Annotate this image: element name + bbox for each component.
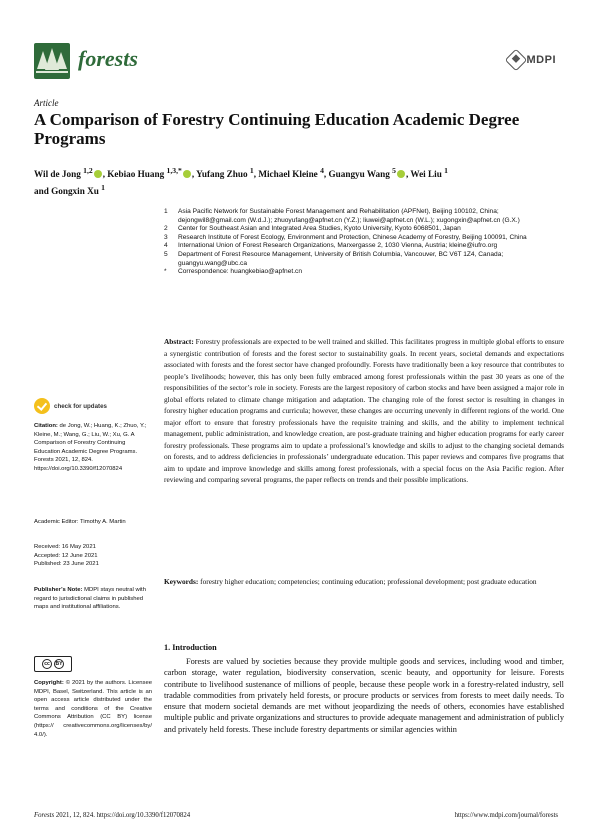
keywords [164,576,564,588]
affiliation-item: 4 International Union of Forest Research Organizations, Marxergasse 2, 1030 Vienna, Austria; kleine@iufro.org [164,242,498,250]
keywords-text: forestry higher education; competencies; continuing education; professional development; post graduate education [200,577,537,586]
keywords-label: Keywords: [164,577,199,586]
author[interactable]: Guangyu Wang $^5$ [328,169,406,179]
published-date: Published: 23 June 2021 [34,561,99,568]
cc-license-badge[interactable] [34,656,152,672]
mdpi-icon [504,49,527,72]
publisher-logo[interactable] [508,52,557,68]
article-type: Article [34,98,59,108]
journal-name[interactable]: forests [78,46,138,71]
orcid-icon[interactable] [183,170,191,178]
author[interactable]: Michael Kleine $^4$ [258,166,324,180]
copyright-notice: Copyright: © 2021 by the authors. Licensee MDPI, Basel, Switzerland. This article is an open access article distributed under the terms and conditions of the Creative Commons Attribution (CC BY) license (https:// creativecommons.org/licenses/by/ 4.0/). [34,680,152,738]
footer-citation: Forests 2021, 12, 824. https://doi.org/10.3390/f12070824 [34,812,191,819]
journal-logo [34,43,70,79]
academic-editor: Academic Editor: Timothy A. Martin [34,519,126,525]
orcid-icon[interactable] [94,170,102,178]
author[interactable]: Yufang Zhuo $^1$ [196,166,254,180]
author-list: Wil de Jong $^{1,2}$ , Kebiao Huang $^{1,3,*}$ , Yufang Zhuo $^1$, Michael Kleine $^4$, Guangyu Wang $^5$ , Wei Liu $^1$ and Gongxin Xu $^1$ [34,166,448,197]
footer-url[interactable]: https://www.mdpi.com/journal/forests [454,812,558,819]
cc-by-icon: cc BY [34,656,72,672]
publisher-note: Publisher’s Note: MDPI stays neutral with regard to jurisdictional claims in published maps and institutional affiliations. [34,587,146,611]
intro-paragraph: Forests are valued by societies because they provide multiple goods and services, including wood and timber, carbon storage, water regulation, biodiversity conservation, scenic beauty, and opportunity for leisure. Forests contribute to livelihood sustenance of millions of people, because these people work in a forestry-related industry, sell tradable commodities from privately held forests, or procure products or services from forests to meet daily needs. To ensure that modern societal demands are met without jeopardizing the needs of others, economies have established multiple public and private organizations and structures to provide adequate management and administration of publicly and privately held forests. These include forestry departments or similar agencies within [164,657,564,734]
received-date: Received: 16 May 2021 [34,544,96,550]
section-heading: 1. Introduction [164,643,217,652]
affiliations [164,208,564,277]
author[interactable]: and Gongxin Xu $^1$ [34,183,105,197]
tree-icon [34,43,70,79]
check-updates-icon [34,398,50,414]
author[interactable]: Wei Liu $^1$ [410,166,448,180]
citation-block: Citation: de Jong, W.; Huang, K.; Zhuo, Y.; Kleine, M.; Wang, G.; Liu, W.; Xu, G. A Comparison of Forestry Continuing Education Academic Degree Programs. Forests 2021, 12, 824. https://doi.org/10.3390/f12070824 [34,423,147,472]
publisher-name: MDPI [526,54,556,66]
paper-title: A Comparison of Forestry Continuing Education Academic Degree Programs [34,110,520,148]
affiliation-item: 2 Center for Southeast Asian and Integrated Area Studies, Kyoto University, Kyoto 6068501, Japan [164,225,461,233]
author[interactable]: Wil de Jong $^{1,2}$ [34,169,103,179]
affiliation-item: 3 Research Institute of Forest Ecology, Environment and Protection, Chinese Academy of Forestry, Beijing 100091, China [164,233,527,241]
correspondence: * Correspondence: huangkebiao@apfnet.cn [164,268,303,276]
check-for-updates[interactable] [34,398,152,414]
abstract-text: Forestry professionals are expected to be well trained and skilled. This facilitates progress in multiple global efforts to ensure a synergistic contribution of forests and the forest sector to sustainability goals. In recent years, societal demands and expectations associated with forests and the forest sector have changed profoundly. Forests have traditionally been a key resource that contributes to people’s livelihoods; however, this has only been fully embraced among forest professionals within the past 30 years as one of the responsibilities of the sector’s role in society. Forests are the largest repository of carbon stocks and have been assigned a major role in global efforts related to climate change mitigation and adaptation. The changing role of the forest sector is resulting in changes in forestry higher education programs and curricula; however, these changes are occurring unevenly in different regions of the world. One major effort to ensure that forestry professionals have the requisite training and skills, and the ability to implement technical management, public administration, and knowledge creation, are post-graduate training and higher education programs for early career forestry professionals. These programs aim to update a professional’s knowledge and skills to adjust to the changing societal demands on forests, and to address deficiencies in professionals’ undergraduate education. This paper reviews and compares five programs that aim to update and improve knowledge and skills among forest professionals, with a special focus on the Asia Pacific region. After reviewing and comparing several programs, the paper reflects on trends and their possible implications. [164,337,564,484]
publication-dates [34,543,152,569]
abstract-label: Abstract: [164,337,194,346]
affiliation-item: 5 Department of Forest Resource Management, University of British Columbia, Vancouver, BC V6T 1Z4, Canada; guangyu.wang@ubc.ca [164,250,504,267]
orcid-icon[interactable] [397,170,405,178]
affiliation-item: 1 Asia Pacific Network for Sustainable Forest Management and Rehabilitation (APFNet), Beijing 100102, China; dejongwil8@gmail.com (W.d.J.); zhuoyufang@apfnet.cn (Y.Z.); liuwei@apfnet.cn (W.L.); xugongxin@apfnet.cn (G.X.) [164,208,520,224]
abstract [164,336,564,486]
author[interactable]: Kebiao Huang $^{1,3,*}$ [107,169,192,179]
accepted-date: Accepted: 12 June 2021 [34,552,98,559]
check-updates-label: check for updates [54,402,107,410]
